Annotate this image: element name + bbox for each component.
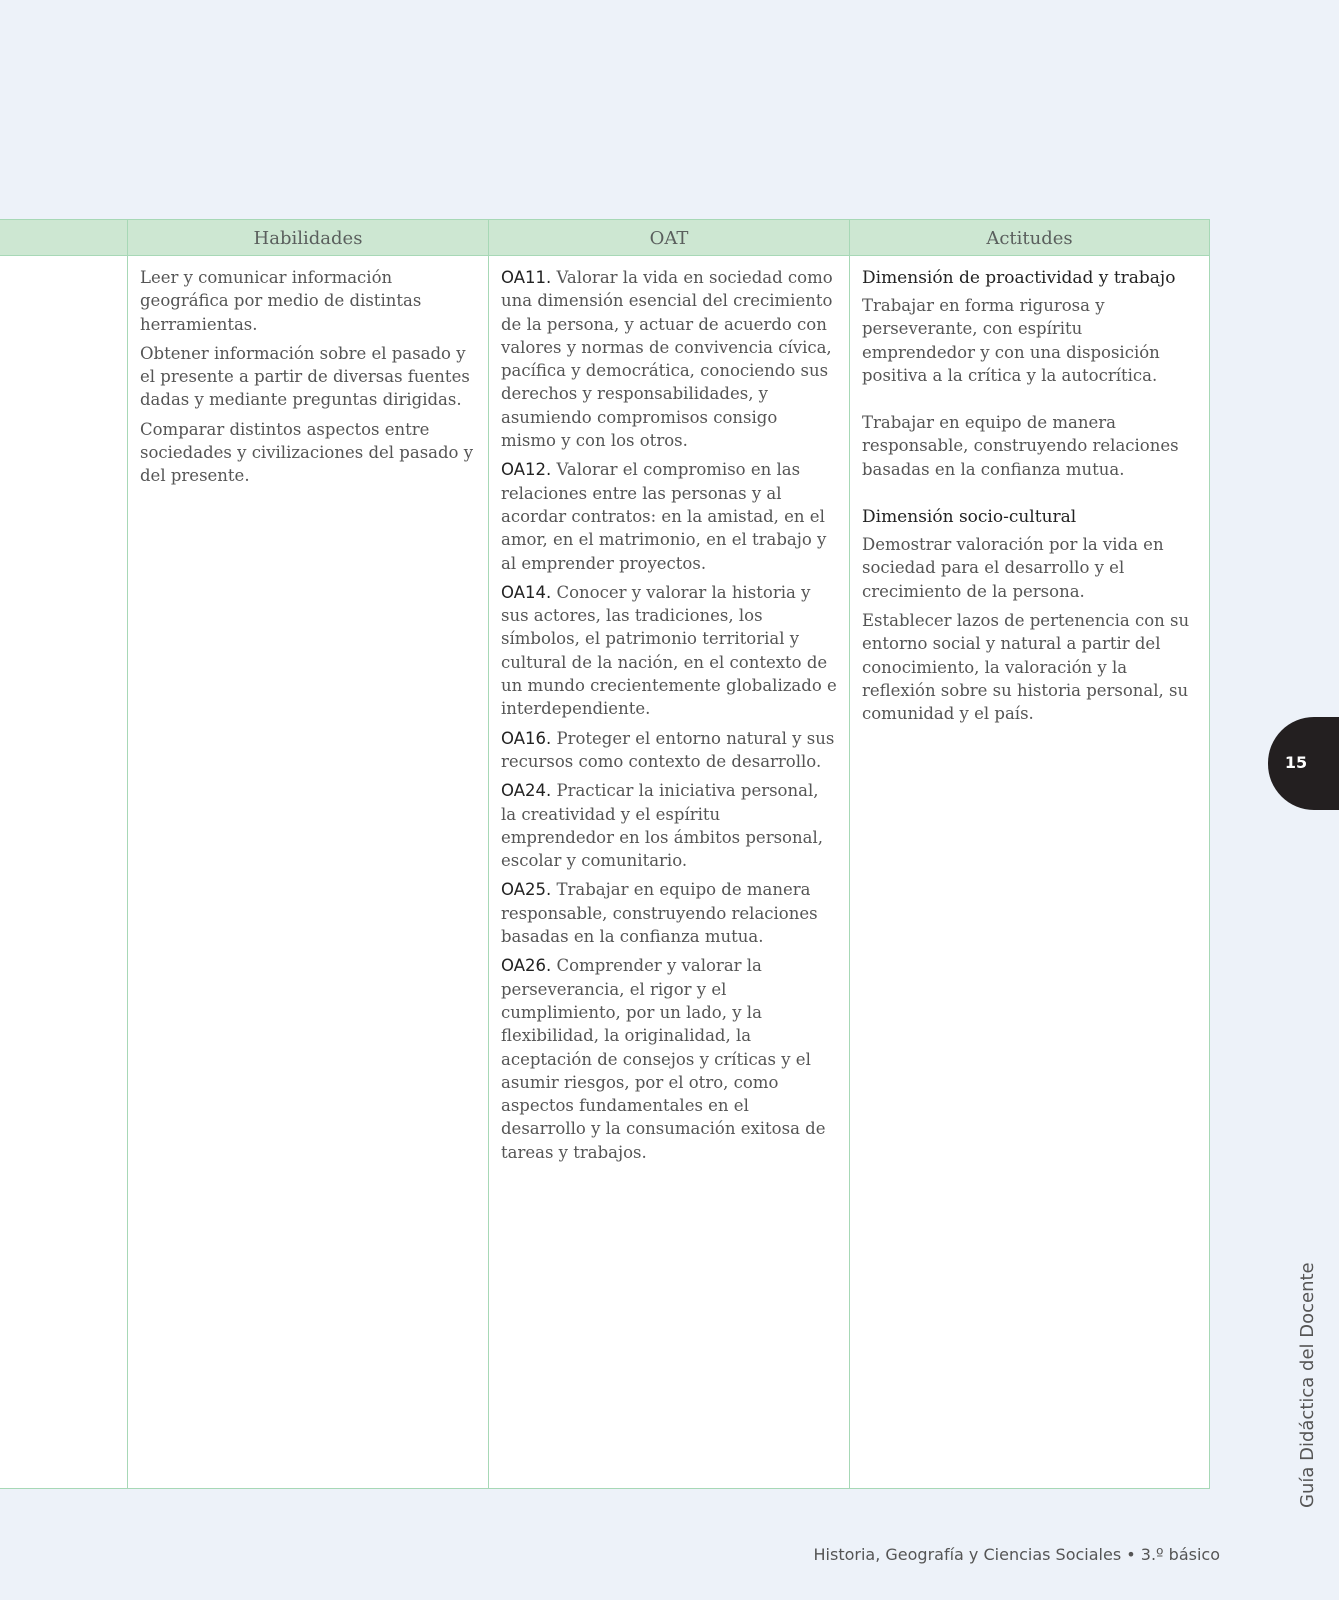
oat-item xyxy=(501,727,837,774)
dimension-title: Dimensión socio-cultural xyxy=(862,507,1077,528)
oat-item xyxy=(501,581,837,721)
oat-body xyxy=(489,256,849,1489)
oat-code: OA25. xyxy=(501,880,552,900)
oat-text: Valorar el compromiso en las relaciones entre las personas y al acordar contratos: en la amistad, en el amor, en el matrimonio, en el trabajo y al emprender proyectos. xyxy=(501,460,827,573)
oat-code: OA16. xyxy=(501,728,552,748)
actitudes-body xyxy=(850,256,1209,1489)
oat-text: Trabajar en equipo de manera responsable, construyendo relaciones basadas en la confianza mutua. xyxy=(501,880,818,947)
actitud-item: Demostrar valoración por la vida en sociedad para el desarrollo y el crecimiento de la persona. xyxy=(862,535,1164,601)
column-habilidades xyxy=(127,219,489,1489)
column-actitudes xyxy=(849,219,1210,1489)
oat-item xyxy=(501,954,837,1164)
page-number-tab xyxy=(1268,717,1339,810)
oat-code: OA24. xyxy=(501,781,552,801)
habilidad-item: Comparar distintos aspectos entre sociedades y civilizaciones del pasado y del presente. xyxy=(140,419,474,486)
habilidades-body xyxy=(128,256,488,1489)
page-number: 15 xyxy=(1284,753,1308,772)
oat-text: Valorar la vida en sociedad como una dimensión esencial del crecimiento de la persona, y actuar de acuerdo con valores y normas de convivencia cívica, pacífica y democrática, conociendo sus derechos y responsabilidades, y asumiendo compromisos consigo mismo y con los otros. xyxy=(501,268,833,451)
column-previous-body xyxy=(0,256,127,1489)
header-habilidades: Habilidades xyxy=(128,219,488,256)
oat-text: Comprender y valorar la perseverancia, el rigor y el cumplimiento, por un lado, y la flexibilidad, la originalidad, la aceptación de consejos y críticas y el asumir riesgos, por el otro, como aspectos fundamentales en el desarrollo y la consumación exitosa de tareas y trabajos. xyxy=(501,956,826,1162)
oat-code: OA11. xyxy=(501,268,552,287)
column-oat xyxy=(488,219,850,1489)
header-actitudes: Actitudes xyxy=(850,219,1209,256)
column-previous-header xyxy=(0,219,127,256)
habilidad-item: Obtener información sobre el pasado y el presente a partir de diversas fuentes dadas y mediante preguntas dirigidas. xyxy=(140,343,470,410)
actitud-item: Trabajar en equipo de manera responsable, construyendo relaciones basadas en la confianza mutua. xyxy=(862,413,1179,479)
oat-code: OA12. xyxy=(501,460,552,480)
curriculum-table xyxy=(0,219,1209,1489)
oat-item xyxy=(501,458,837,574)
actitud-item: Trabajar en forma rigurosa y perseverante, con espíritu emprendedor y con una disposición positiva a la crítica y la autocrítica. xyxy=(862,296,1160,385)
oat-text: Practicar la iniciativa personal, la creatividad y el espíritu emprendedor en los ámbitos personal, escolar y comunitario. xyxy=(501,781,823,871)
habilidad-item: Leer y comunicar información geográfica por medio de distintas herramientas. xyxy=(140,268,422,334)
footer-text: Historia, Geografía y Ciencias Sociales • 3.º básico xyxy=(813,1545,1220,1564)
oat-item xyxy=(501,779,837,872)
oat-item xyxy=(501,878,837,948)
oat-code: OA14. xyxy=(501,582,552,602)
dimension-title: Dimensión de proactividad y trabajo xyxy=(862,268,1176,288)
actitud-item: Establecer lazos de pertenencia con su entorno social y natural a partir del conocimiento, la valoración y la reflexión sobre su historia personal, su comunidad y el país. xyxy=(862,610,1190,724)
column-previous xyxy=(0,219,128,1489)
header-oat: OAT xyxy=(489,219,849,256)
side-title: Guía Didáctica del Docente xyxy=(1297,1262,1318,1508)
oat-text: Conocer y valorar la historia y sus actores, las tradiciones, los símbolos, el patrimonio territorial y cultural de la nación, en el contexto de un mundo crecientemente globalizado e interdependiente. xyxy=(501,582,837,719)
oat-item xyxy=(501,266,837,452)
oat-text: Proteger el entorno natural y sus recursos como contexto de desarrollo. xyxy=(501,728,835,771)
oat-code: OA26. xyxy=(501,956,552,976)
